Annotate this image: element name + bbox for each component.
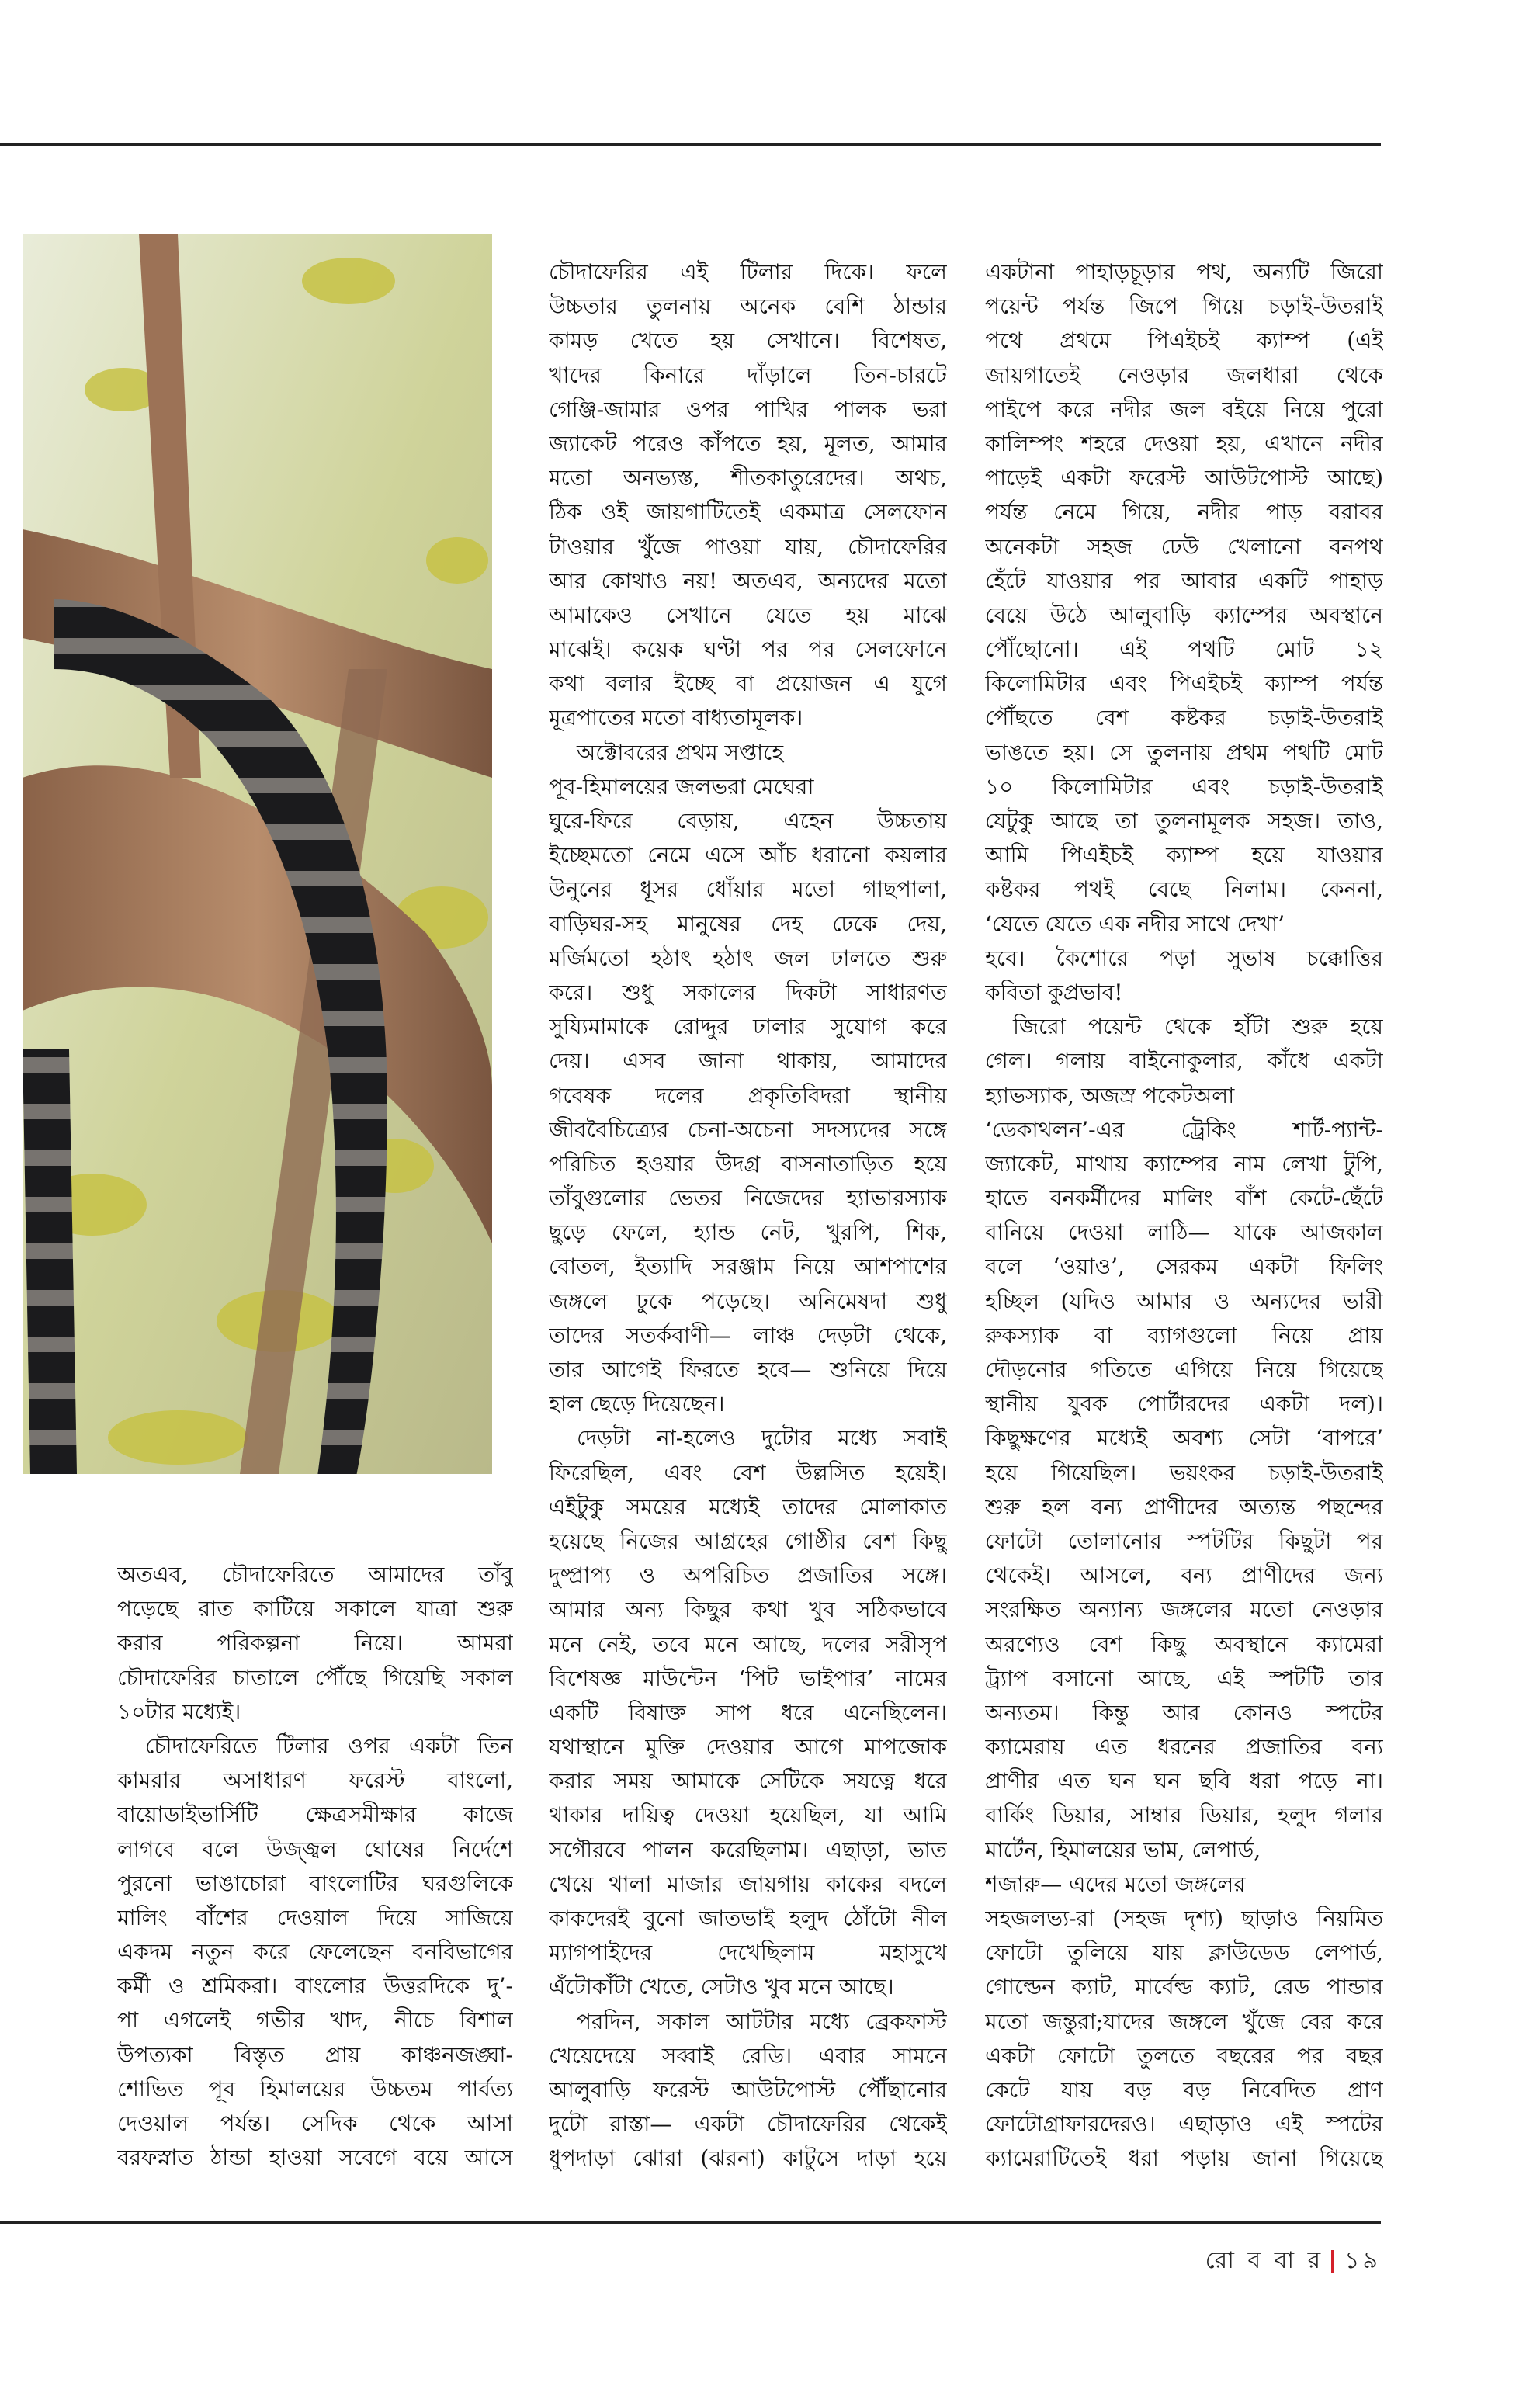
text-line: বায়োডাইভার্সিটি ক্ষেত্রসমীক্ষার কাজে: [117, 1802, 513, 1828]
text-line: গবেষক দলের প্রকৃতিবিদরা স্থানীয়: [549, 1082, 947, 1108]
text-line: শোভিত পূব হিমালয়ের উচ্চতম পার্বত্য: [117, 2076, 513, 2102]
text-line: একটা ফোটো তুলতে বছরের পর বছর: [985, 2042, 1383, 2069]
text-line: খাদের কিনারে দাঁড়ালে তিন-চারটে: [549, 362, 947, 388]
text-line: উপত্যকা বিস্তৃত প্রায় কাঞ্চনজঙ্ঘা-: [117, 2041, 513, 2068]
text-line: লাগবে বলে উজ্জ্বল ঘোষের নির্দেশে: [117, 1836, 513, 1862]
text-line: গেঞ্জি-জামার ওপর পাখির পালক ভরা: [549, 396, 947, 422]
text-line: মর্জিমতো হঠাৎ হঠাৎ জল ঢালতে শুরু: [549, 945, 947, 971]
text-line: দেয়। এসব জানা থাকায়, আমাদের: [549, 1048, 947, 1074]
text-line: তাঁবুগুলোর ভেতর নিজেদের হ্যাভারস্যাক: [549, 1185, 947, 1212]
text-line: টাওয়ার খুঁজে পাওয়া যায়, চৌদাফেরির: [549, 533, 947, 560]
text-line: ঘুরে-ফিরে বেড়ায়, এহেন উচ্চতায়: [549, 808, 947, 834]
top-rule: [0, 143, 1381, 146]
text-line: আলুবাড়ি ফরেস্ট আউটপোস্ট পৌঁছানোর: [549, 2076, 947, 2103]
text-line: আমি পিএইচই ক্যাম্প হয়ে যাওয়ার: [985, 842, 1383, 869]
text-line: এইটুকু সময়ের মধ্যেই তাদের মোলাকাত: [549, 1493, 947, 1520]
text-line: ক্যামেরাটিতেই ধরা পড়ায় জানা গিয়েছে: [985, 2145, 1383, 2172]
footer-separator: |: [1328, 2247, 1341, 2274]
text-line: অরণ্যেও বেশ কিছু অবস্থানে ক্যামেরা: [985, 1631, 1383, 1657]
text-line: গেল। গলায় বাইনোকুলার, কাঁধে একটা: [985, 1048, 1383, 1074]
text-line: শজারু— এদের মতো জঙ্গলের: [985, 1871, 1246, 1897]
animal-on-branch-illustration: [23, 234, 492, 1474]
text-line: করার সময় আমাকে সেটিকে সযত্নে ধরে: [549, 1768, 947, 1795]
text-line: পরদিন, সকাল আটটার মধ্যে ব্রেকফাস্ট: [577, 2008, 947, 2034]
text-line: তার আগেই ফিরতে হবে— শুনিয়ে দিয়ে: [549, 1357, 947, 1382]
text-line: চৌদাফেরির এই টিলার দিকে। ফলে: [549, 259, 947, 285]
text-line: হচ্ছিল (যদিও আমার ও অন্যদের ভারী: [985, 1288, 1383, 1314]
text-line: সুয্যিমামাকে রোদ্দুর ঢালার সুযোগ করে: [549, 1014, 947, 1040]
text-line: বোতল, ইত্যাদি সরঞ্জাম নিয়ে আশপাশের: [549, 1254, 947, 1280]
page-number: ১৯: [1344, 2247, 1381, 2274]
text-line: মনে নেই, তবে মনে আছে, দলের সরীসৃপ: [549, 1631, 947, 1657]
text-line: জিরো পয়েন্ট থেকে হাঁটা শুরু হয়ে: [1013, 1014, 1383, 1040]
text-line: ফিরেছিল, এবং বেশ উল্লসিত হয়েই।: [549, 1459, 947, 1486]
article-column-3: [985, 255, 1383, 2176]
text-line: কথা বলার ইচ্ছে বা প্রয়োজন এ যুগে: [549, 671, 947, 697]
text-line: জ্যাকেট পরেও কাঁপতে হয়, মূলত, আমার: [549, 430, 947, 456]
text-line: জঙ্গলে ঢুকে পড়েছে। অনিমেষদা শুধু: [549, 1288, 947, 1314]
text-line: কষ্টকর পথই বেছে নিলাম। কেননা,: [985, 876, 1383, 903]
text-line: পাইপে করে নদীর জল বইয়ে নিয়ে পুরো: [985, 396, 1383, 422]
text-line: হবে। কৈশোরে পড়া সুভাষ চক্কোত্তির: [985, 945, 1383, 971]
text-line: কামড় খেতে হয় সেখানে। বিশেষত,: [549, 328, 947, 354]
text-line: চৌদাফেরির চাতালে পৌঁছে গিয়েছি সকাল: [117, 1664, 513, 1691]
text-line: করার পরিকল্পনা নিয়ে। আমরা: [117, 1630, 513, 1656]
text-line: অতএব, চৌদাফেরিতে আমাদের তাঁবু: [117, 1562, 513, 1587]
text-line: তাদের সতর্কবাণী— লাঞ্চ দেড়টা থেকে,: [549, 1322, 947, 1348]
text-line: হয়ে গিয়েছিল। ভয়ংকর চড়াই-উতরাই: [985, 1459, 1383, 1486]
text-line: হাল ছেড়ে দিয়েছেন।: [549, 1391, 725, 1417]
text-line: জ্যাকেট, মাথায় ক্যাম্পের নাম লেখা টুপি,: [985, 1150, 1383, 1177]
text-line: মূত্রপাতের মতো বাধ্যতামূলক।: [549, 705, 803, 731]
text-line: পয়েন্ট পর্যন্ত জিপে গিয়ে চড়াই-উতরাই: [985, 293, 1383, 320]
text-line: চৌদাফেরিতে টিলার ওপর একটা তিন: [145, 1732, 513, 1759]
text-line: জায়গাতেই নেওড়ার জলধারা থেকে: [985, 362, 1383, 388]
text-line: ১০ কিলোমিটার এবং চড়াই-উতরাই: [985, 773, 1383, 799]
text-line: ফোটো তোলানোর স্পটটির কিছুটা পর: [985, 1528, 1383, 1554]
text-line: কবিতা কুপ্রভাব!: [985, 979, 1123, 1005]
text-line: পৌঁছতে বেশ কষ্টকর চড়াই-উতরাই: [985, 705, 1383, 731]
text-line: উনুনের ধূসর ধোঁয়ার মতো গাছপালা,: [549, 876, 947, 903]
text-line: কাকদেরই বুনো জাতভাই হলুদ ঠোঁটো নীল: [549, 1906, 947, 1931]
text-line: খেয়েদেয়ে সব্বাই রেডি। এবার সামনে: [549, 2042, 947, 2069]
text-line: জীববৈচিত্র্যের চেনা-অচেনা সদস্যদের সঙ্গে: [549, 1116, 947, 1143]
text-line: মতো অনভ্যস্ত, শীতকাতুরেদের। অথচ,: [549, 465, 947, 491]
text-line: পুরনো ভাঙাচোরা বাংলোটির ঘরগুলিকে: [117, 1870, 513, 1896]
text-line: আমার অন্য কিছুর কথা খুব সঠিকভাবে: [549, 1597, 947, 1623]
bottom-rule: [0, 2221, 1381, 2224]
text-line: শুরু হল বন্য প্রাণীদের অত্যন্ত পছন্দের: [985, 1493, 1383, 1520]
text-line: ভাঙতে হয়। সে তুলনায় প্রথম পথটি মোট: [985, 739, 1383, 765]
text-line: কর্মী ও শ্রমিকরা। বাংলোর উত্তরদিকে দু’-: [117, 1973, 513, 1999]
text-line: পথে প্রথমে পিএইচই ক্যাম্প (এই: [985, 328, 1383, 354]
text-line: ছুড়ে ফেলে, হ্যান্ড নেট, খুরপি, শিক,: [549, 1219, 947, 1246]
article-column-2: [549, 255, 947, 2176]
text-line: ইচ্ছেমতো নেমে এসে আঁচ ধরানো কয়লার: [549, 842, 947, 869]
text-line: কালিম্পং শহরে দেওয়া হয়, এখানে নদীর: [985, 430, 1383, 456]
text-line: বিশেষজ্ঞ মাউন্টেন ‘পিট ভাইপার’ নামের: [549, 1665, 947, 1691]
text-line: ফোটো তুলিয়ে যায় ক্লাউডেড লেপার্ড,: [985, 1940, 1383, 1966]
text-line: অক্টোবরের প্রথম সপ্তাহে: [577, 739, 784, 765]
text-line: হেঁটে যাওয়ার পর আবার একটি পাহাড়: [985, 567, 1383, 594]
text-line: অনেকটা সহজ ঢেউ খেলানো বনপথ: [985, 533, 1383, 560]
text-line: মাঝেই। কয়েক ঘণ্টা পর পর সেলফোনে: [549, 636, 947, 663]
text-line: রুকস্যাক বা ব্যাগগুলো নিয়ে প্রায়: [985, 1322, 1383, 1348]
text-line: পা এগলেই গভীর খাদ, নীচে বিশাল: [117, 2007, 513, 2034]
text-line: পরিচিত হওয়ার উদগ্র বাসনাতাড়িত হয়ে: [549, 1150, 947, 1177]
text-line: মালিং বাঁশের দেওয়াল দিয়ে সাজিয়ে: [117, 1904, 513, 1930]
text-line: হ্যাভস্যাক, অজস্র পকেটঅলা: [985, 1082, 1235, 1108]
text-line: ফোটোগ্রাফারদেরও। এছাড়াও এই স্পটের: [985, 2111, 1383, 2138]
text-line: সগৌরবে পালন করেছিলাম। এছাড়া, ভাত: [549, 1836, 947, 1863]
text-line: উচ্চতার তুলনায় অনেক বেশি ঠান্ডার: [549, 293, 947, 320]
text-line: মার্টেন, হিমালয়ের ভাম, লেপার্ড,: [985, 1836, 1261, 1863]
text-line: হয়েছে নিজের আগ্রহের গোষ্ঠীর বেশ কিছু: [549, 1528, 947, 1554]
text-line: সংরক্ষিত অন্যান্য জঙ্গলের মতো নেওড়ার: [985, 1597, 1383, 1623]
text-line: ধুপদাড়া ঝোরা (ঝরনা) কাটুসে দাড়া হয়ে: [549, 2145, 947, 2172]
text-line: থাকার দায়িত্ব দেওয়া হয়েছিল, যা আমি: [549, 1802, 947, 1829]
text-line: কিছুক্ষণের মধ্যেই অবশ্য সেটা ‘বাপরে’: [985, 1425, 1383, 1451]
article-column-1: [117, 1558, 513, 2175]
text-line: ট্র্যাপ বসানো আছে, এই স্পটটি তার: [985, 1665, 1383, 1691]
text-line: গোল্ডেন ক্যাট, মার্বেল্ড ক্যাট, রেড পান্ডার: [985, 1974, 1383, 2000]
text-line: বেয়ে উঠে আলুবাড়ি ক্যাম্পের অবস্থানে: [985, 602, 1383, 628]
text-line: পৌঁছোনো। এই পথটি মোট ১২: [985, 636, 1383, 663]
text-line: আমাকেও সেখানে যেতে হয় মাঝে: [549, 602, 947, 628]
text-line: কিলোমিটার এবং পিএইচই ক্যাম্প পর্যন্ত: [985, 671, 1383, 697]
text-line: ম্যাগপাইদের দেখেছিলাম মহাসুখে: [549, 1940, 947, 1966]
text-line: যথাস্থানে মুক্তি দেওয়ার আগে মাপজোক: [549, 1734, 947, 1760]
text-line: দেড়টা না-হলেও দুটোর মধ্যে সবাই: [577, 1425, 947, 1451]
text-line: এঁটোকাঁটা খেতে, সেটাও খুব মনে আছে।: [549, 1974, 894, 2000]
text-line: সহজলভ্য-রা (সহজ দৃশ্য) ছাড়াও নিয়মিত: [985, 1906, 1383, 1931]
text-line: করে। শুধু সকালের দিকটা সাধারণত: [549, 979, 947, 1005]
text-line: একটি বিষাক্ত সাপ ধরে এনেছিলেন।: [549, 1699, 947, 1725]
text-line: ‘যেতে যেতে এক নদীর সাথে দেখা’: [985, 910, 1285, 937]
text-line: প্রাণীর এত ঘন ঘন ছবি ধরা পড়ে না।: [985, 1768, 1383, 1795]
text-line: পড়েছে রাত কাটিয়ে সকালে যাত্রা শুরু: [117, 1596, 513, 1622]
text-line: আর কোথাও নয়! অতএব, অন্যদের মতো: [549, 567, 947, 594]
text-line: দুষ্প্রাপ্য ও অপরিচিত প্রজাতির সঙ্গে।: [549, 1562, 947, 1589]
text-line: দেওয়াল পর্যন্ত। সেদিক থেকে আসা: [117, 2110, 513, 2136]
text-line: পাড়েই একটা ফরেস্ট আউটপোস্ট আছে): [985, 465, 1383, 491]
text-line: যেটুকু আছে তা তুলনামূলক সহজ। তাও,: [985, 808, 1383, 834]
text-line: বাড়িঘর-সহ মানুষের দেহ ঢেকে দেয়,: [549, 910, 947, 937]
text-line: কেটে যায় বড় বড় নিবেদিত প্রাণ: [985, 2076, 1383, 2103]
text-line: হাতে বনকর্মীদের মালিং বাঁশ কেটে-ছেঁটে: [985, 1185, 1383, 1212]
text-line: কামরার অসাধারণ ফরেস্ট বাংলো,: [117, 1767, 513, 1794]
text-line: ক্যামেরায় এত ধরনের প্রজাতির বন্য: [985, 1734, 1383, 1760]
article-photo: [23, 234, 492, 1474]
text-line: পর্যন্ত নেমে গিয়ে, নদীর পাড় বরাবর: [985, 499, 1383, 525]
text-line: একদম নতুন করে ফেলেছেন বনবিভাগের: [117, 1939, 513, 1965]
text-line: ঠিক ওই জায়গাটিতেই একমাত্র সেলফোন: [549, 499, 947, 525]
text-line: খেয়ে থালা মাজার জায়গায় কাকের বদলে: [549, 1871, 947, 1897]
text-line: স্থানীয় যুবক পোর্টারদের একটা দল)।: [985, 1391, 1383, 1417]
text-line: ১০টার মধ্যেই।: [117, 1698, 241, 1725]
text-line: একটানা পাহাড়চূড়ার পথ, অন্যটি জিরো: [985, 259, 1383, 285]
text-line: দুটো রাস্তা— একটা চৌদাফেরির থেকেই: [549, 2111, 947, 2138]
text-line: অন্যতম। কিন্তু আর কোনও স্পটের: [985, 1699, 1383, 1725]
text-line: দৌড়নোর গতিতে এগিয়ে নিয়ে গিয়েছে: [985, 1357, 1383, 1382]
text-line: থেকেই। আসলে, বন্য প্রাণীদের জন্য: [985, 1562, 1383, 1589]
text-line: বলে ‘ওয়াও’, সেরকম একটা ফিলিং: [985, 1254, 1383, 1280]
text-line: বরফস্নাত ঠান্ডা হাওয়া সবেগে বয়ে আসে: [117, 2145, 513, 2171]
text-line: পূব-হিমালয়ের জলভরা মেঘেরা: [549, 773, 814, 799]
text-line: ‘ডেকাথলন’-এর ট্রেকিং শার্ট-প্যান্ট-: [985, 1116, 1383, 1143]
magazine-name: রো ব বা র: [1205, 2247, 1324, 2274]
text-line: বানিয়ে দেওয়া লাঠি— যাকে আজকাল: [985, 1219, 1383, 1246]
text-line: বার্কিং ডিয়ার, সাম্বার ডিয়ার, হলুদ গলার: [985, 1802, 1383, 1829]
page-footer: [1205, 2242, 1381, 2281]
text-line: মতো জন্তুরা;যাদের জঙ্গলে খুঁজে বের করে: [985, 2008, 1383, 2034]
